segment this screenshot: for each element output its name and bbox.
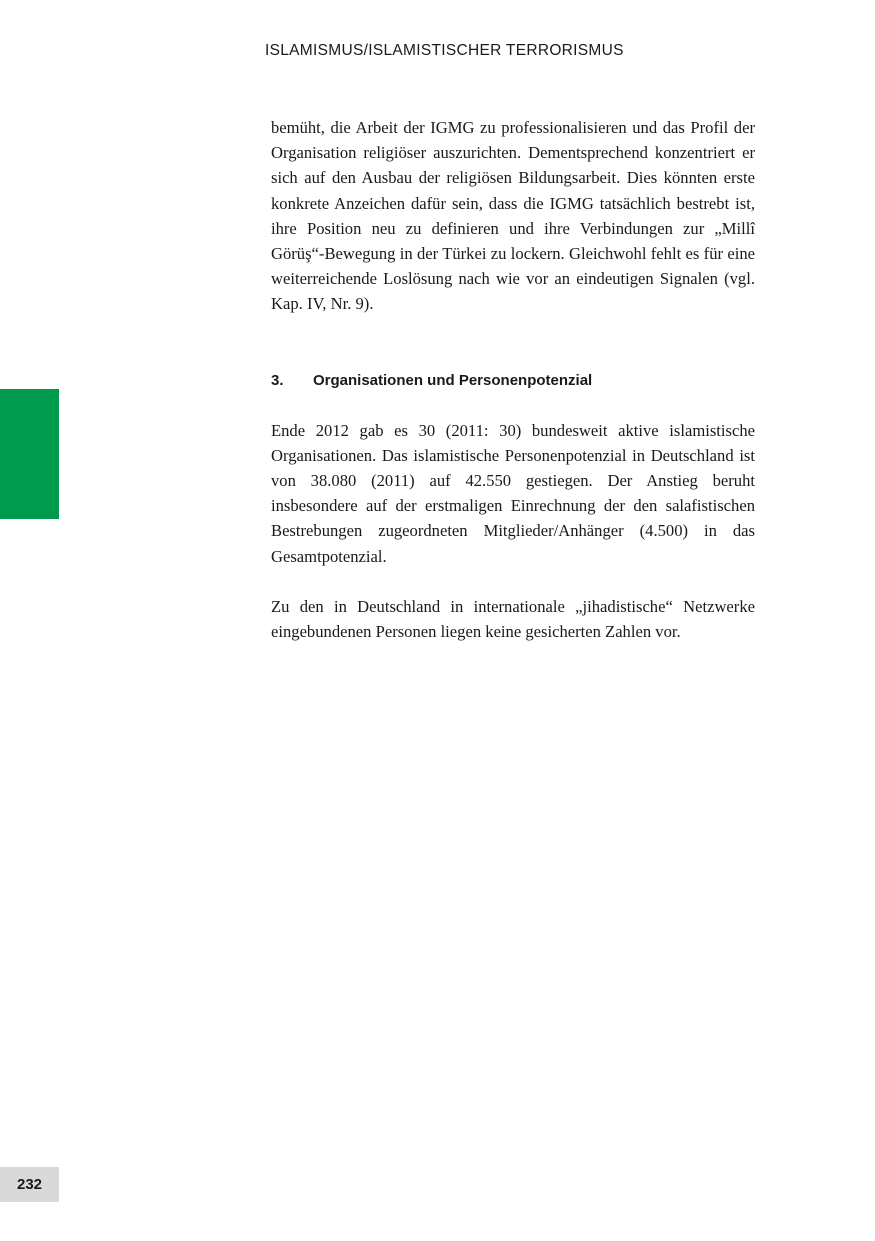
section-number: 3.	[271, 371, 284, 389]
chapter-side-tab	[0, 389, 59, 519]
page-number-label: 232	[16, 1176, 43, 1193]
section-heading	[271, 368, 755, 393]
body-paragraph-2: Ende 2012 gab es 30 (2011: 30) bundesweit aktive islamistische Organisationen. Das islamistische Personenpotenzial in Deutschland ist von 38.080 (2011) auf 42.550 gestiegen. Der Anstieg beruht insbesondere auf der erstmaligen Einrechnung der den salafistischen Bestrebungen zugeordneten Mitglieder/Anhänger (4.500) in das Gesamtpotenzial.	[271, 420, 755, 566]
body-paragraph-1: bemüht, die Arbeit der IGMG zu professionalisieren und das Profil der Organisation religiöser auszurichten. Dementsprechend konzentriert er sich auf den Ausbau der religiösen Bildungsarbeit. Dies könnten erste konkrete Anzeichen dafür sein, dass die IGMG tatsächlich bestrebt ist, ihre Position neu zu definieren und ihre Verbindungen zur „Millî Görüş“-Bewegung in der Türkei zu lockern. Gleichwohl fehlt es für eine weiterreichende Loslösung nach wie vor an eindeutigen Signalen (vgl. Kap. IV, Nr. 9).	[271, 118, 755, 314]
section-title: Organisationen und Personenpotenzial	[313, 371, 593, 389]
running-header: ISLAMISMUS/ISLAMISTISCHER TERRORISMUS	[265, 42, 624, 59]
body-paragraph-3: Zu den in Deutschland in internationale „jihadistische“ Netzwerke eingebundenen Personen liegen keine gesicherten Zahlen vor.	[271, 596, 755, 642]
page-number	[0, 1167, 59, 1202]
main-content	[271, 115, 755, 644]
